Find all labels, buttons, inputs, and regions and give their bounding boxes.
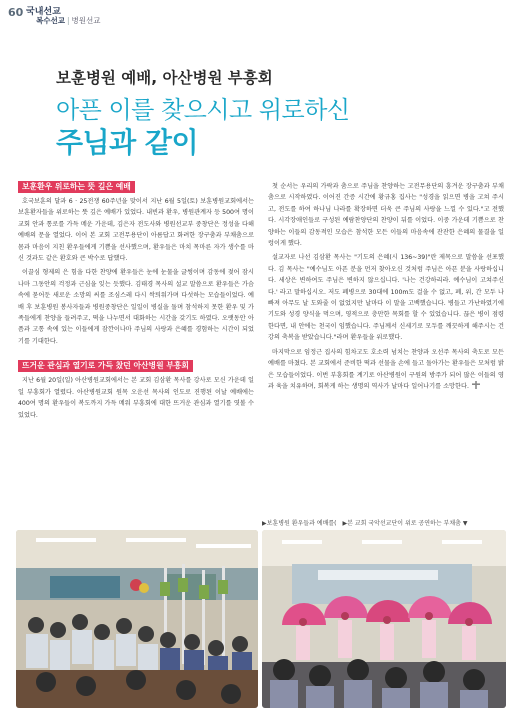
breadcrumb-category: 복수선교 (36, 16, 65, 25)
caption-right: ▶본 교회 국악선교단이 위로 공연하는 부채춤 ▼ (342, 520, 468, 527)
caption-left: ▶보훈병원 환우들과 예배를( (262, 520, 337, 527)
body-paragraph: 설교자로 나선 김삼환 목사는 "기도의 은혜(시 136~39)"란 제목으로 말씀을 선포했다. 김 목사는 "예수님도 아픈 분을 먼저 찾아오신 것처럼 주님은 아픈 분을 사랑하십니다. 세상은 변하여도 주님은 변하지 않으십니다. '나는 건강하리라. 예수님이 고쳐주신다.' 라고 말하십시오. 저도 폐병으로 30대에 100m도 걸을 수 없고, 폐, 위, 간 모두 나빠져 아무도 날 도와줄 이 없었지만 날마다 이 말을 고백했습니다. 병들고 가난하였기에 기도와 성경 양식을 먹으며, 영적으로 충만한 목회를 할 수 있었습니다. 끊은 병이 점령한다면, 내 안에는 천국이 임했습니다. 주님께서 신세기로 모두를 깨끗하게 해주시는 건강의 축복을 받았습니다."라며 환우들을 위로했다. (268, 254, 504, 342)
page-header (0, 0, 522, 28)
article-title-line2: 주님과 같이 (56, 126, 198, 159)
body-paragraph: 첫 순서는 우리의 가락과 춤으로 주님을 찬양하는 고전무용단의 흥겨운 장구춤과 부채춤으로 시작하였다. 이어진 간증 시간에 황규홍 집사는 "성경을 읽으면 병을 고쳐 주시고, 전도를 하여 하나님 나라를 확장하면 더욱 큰 주님의 사랑을 느낄 수 있다."고 전했다. 시각장애인들로 구성된 예람찬양단의 찬양이 뒤를 이었다. 이중 가운데 기쁨으로 찬양하는 이들의 감동적인 모습은 참석한 모든 이들의 마음속에 잔잔한 은혜의 물결을 일렁이게 했다. (268, 183, 504, 248)
section2-heading: 뜨거운 관심과 열기로 가득 찼던 아산병원 부흥회 (18, 360, 193, 372)
breadcrumb-subcategory: 병원선교 (71, 16, 101, 25)
section1-paragraph: 호국보훈의 달과 6 · 25전쟁 60주년을 맞이서 지난 6월 5일(토) 보훈병원교회에서는 보훈환자들을 위로하는 뜻 깊은 예배가 있었다. 내빈과 환우, 병원관계자 등 500여 명이 교회 안과 통로를 가득 메운 가운데, 김은자 전도사와 병원선교부 중창단은 정성을 다해 예배의 문을 열었다. 이어 본 교회 고전무용단이 아름답고 화려한 장구춤과 부채춤으로 몸과 마음이 지친 환우들에게 기쁨을 선사했으며, 환우들은 마치 목마른 자가 생수를 마신 것과도 같은 환호와 큰 박수로 답했다. (18, 198, 254, 263)
breadcrumb: 복수선교 | 병원선교 (36, 16, 101, 25)
article-subtitle: 보훈병원 예배, 아산병원 부흥회 (56, 69, 273, 87)
body-paragraph-text: 마지막으로 임정근 집사의 힘차고도 호소력 넘치는 찬양과 오선주 목사의 축도로 모든 예배를 마쳤다. 본 교회에서 준비한 떡과 선물을 손에 들고 돌아가는 환우들은 모처럼 밝은 모습들이었다. 이번 부흥회를 계기로 아산병원이 구원의 방주가 되어 많은 이들의 영과 육을 치유하며, 회복게 하는 생명의 역사가 날마다 일어나기를 소망한다. (268, 348, 504, 390)
left-column (18, 181, 254, 424)
photo-captions (262, 518, 506, 530)
section2-paragraph: 지난 6월 20일(일) 아산병원교회에서는 본 교회 김삼환 목사를 강사로 모신 가운데 일일 부흥회가 열렸다. 아산병원교회 원목 오운선 목사의 인도로 진행된 이날 예배에는 400여 명의 환우들이 복도까지 가득 메워 부흥회에 대한 뜨거운 관심과 열기를 엿볼 수 있었다. (18, 377, 254, 419)
photo-hospital-worship (16, 530, 258, 708)
right-column (268, 181, 504, 395)
article-title-line1: 아픈 이를 찾으시고 위로하신 (56, 96, 350, 124)
page-number: 60 (8, 6, 24, 19)
section1-heading: 보훈환우 위로하는 뜻 깊은 예배 (18, 181, 135, 193)
section-title: 국내선교 (26, 7, 61, 17)
section1-paragraph: 이끌심 형제의 은 힘을 다한 찬양에 환우들은 눈에 눈물을 글썽이며 감동에 젖어 잠시나마 그동안의 걱정과 근심을 잊는 듯했다. 김태경 목사의 설교 말씀으로 환우들은 가슴속에 묻어둔 새로운 소망의 씨를 조심스레 다시 싹틔워가며 다섯하는 모습들이었다. 예배 후 보훈병원 봉사자들과 병원중창단은 일일이 병실을 돌며 참석하지 못한 환우 및 가족들에게 찬양을 들려주고, 떡을 나누면서 대화하는 시간을 갖기도 하였다. 오랫동안 아픔과 고통 속에 있는 이들에게 잠깐이나마 주님의 사랑과 은혜를 경험하는 시간이 되었기를 기대한다. (18, 269, 254, 345)
body-paragraph (268, 347, 504, 393)
end-mark-icon (472, 381, 480, 389)
photo-fan-dance (262, 530, 506, 708)
